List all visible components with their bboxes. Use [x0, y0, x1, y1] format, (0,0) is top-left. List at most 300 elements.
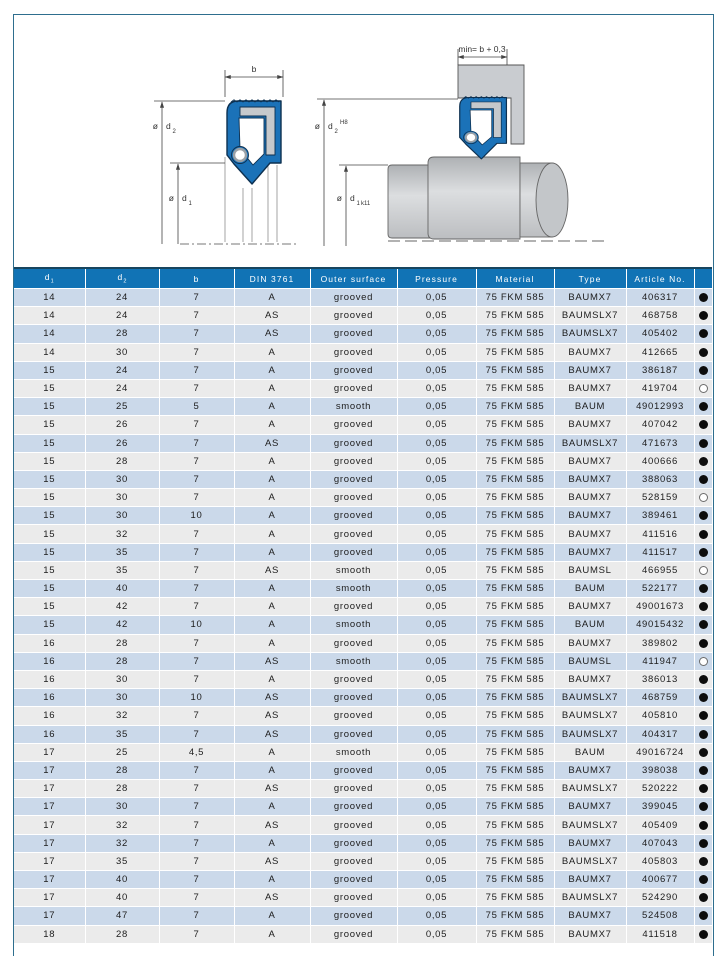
table-cell: 16 [14, 634, 85, 652]
table-cell: grooved [310, 289, 397, 307]
table-cell: 75 FKM 585 [476, 289, 554, 307]
table-cell: 406317 [626, 289, 694, 307]
table-cell: A [234, 289, 310, 307]
table-cell: 16 [14, 670, 85, 688]
table-cell: A [234, 470, 310, 488]
table-cell: BAUMSLX7 [554, 780, 626, 798]
availability-cell [694, 816, 712, 834]
table-cell: A [234, 670, 310, 688]
table-cell: 75 FKM 585 [476, 398, 554, 416]
seal-cross-section [227, 100, 281, 184]
table-cell: 35 [85, 852, 159, 870]
d2-letter: d [166, 121, 171, 131]
b-dimension-label: b [251, 64, 257, 74]
table-cell: BAUMX7 [554, 289, 626, 307]
table-cell: 16 [14, 707, 85, 725]
table-cell: 0,05 [397, 416, 476, 434]
availability-cell [694, 598, 712, 616]
table-cell: BAUMX7 [554, 361, 626, 379]
table-cell: grooved [310, 634, 397, 652]
table-row [14, 816, 712, 834]
table-cell: 17 [14, 798, 85, 816]
table-cell: 0,05 [397, 634, 476, 652]
table-cell: 30 [85, 670, 159, 688]
table-cell: 411517 [626, 543, 694, 561]
table-cell: 7 [159, 361, 234, 379]
table-cell: grooved [310, 343, 397, 361]
filled-dot-icon [699, 329, 708, 338]
dimension-d2 [154, 101, 225, 244]
table-cell: A [234, 598, 310, 616]
table-cell: 75 FKM 585 [476, 871, 554, 889]
filled-dot-icon [699, 402, 708, 411]
table-cell: grooved [310, 598, 397, 616]
availability-cell [694, 452, 712, 470]
table-cell: 0,05 [397, 307, 476, 325]
table-row [14, 761, 712, 779]
table-cell: 7 [159, 434, 234, 452]
table-cell: grooved [310, 889, 397, 907]
table-cell: 407042 [626, 416, 694, 434]
table-cell: 75 FKM 585 [476, 652, 554, 670]
table-cell: grooved [310, 507, 397, 525]
filled-dot-icon [699, 911, 708, 920]
table-cell: 17 [14, 871, 85, 889]
table-cell: 0,05 [397, 398, 476, 416]
table-cell: 0,05 [397, 707, 476, 725]
table-cell: BAUMX7 [554, 925, 626, 943]
table-cell: BAUMX7 [554, 634, 626, 652]
d1-diameter-symbol: ø [336, 193, 342, 203]
table-cell: grooved [310, 307, 397, 325]
table-cell: 30 [85, 470, 159, 488]
table-row [14, 780, 712, 798]
table-cell: AS [234, 707, 310, 725]
table-cell: 35 [85, 725, 159, 743]
availability-cell [694, 707, 712, 725]
table-cell: grooved [310, 670, 397, 688]
table-cell: 522177 [626, 580, 694, 598]
table-cell: BAUMX7 [554, 379, 626, 397]
table-cell: 0,05 [397, 452, 476, 470]
installation-diagram [315, 44, 604, 246]
table-row [14, 634, 712, 652]
table-cell: 75 FKM 585 [476, 580, 554, 598]
table-cell: A [234, 343, 310, 361]
table-cell: BAUMX7 [554, 798, 626, 816]
table-cell: 10 [159, 507, 234, 525]
column-header: DIN 3761 [234, 268, 310, 289]
table-cell: 32 [85, 707, 159, 725]
table-cell: 16 [14, 689, 85, 707]
table-cell: 75 FKM 585 [476, 616, 554, 634]
dimension-b [225, 70, 283, 97]
table-cell: AS [234, 852, 310, 870]
table-cell: 7 [159, 525, 234, 543]
table-cell: 0,05 [397, 434, 476, 452]
availability-cell [694, 325, 712, 343]
table-cell: 15 [14, 434, 85, 452]
availability-cell [694, 725, 712, 743]
table-cell: A [234, 743, 310, 761]
table-cell: 75 FKM 585 [476, 852, 554, 870]
availability-cell [694, 543, 712, 561]
filled-dot-icon [699, 875, 708, 884]
filled-dot-icon [699, 530, 708, 539]
open-dot-icon [699, 384, 709, 394]
table-cell: BAUMSLX7 [554, 852, 626, 870]
availability-cell [694, 889, 712, 907]
table-cell: 75 FKM 585 [476, 507, 554, 525]
table-cell: BAUMSLX7 [554, 725, 626, 743]
table-cell: BAUMSLX7 [554, 307, 626, 325]
filled-dot-icon [699, 348, 708, 357]
table-cell: 30 [85, 798, 159, 816]
open-dot-icon [699, 493, 709, 503]
table-cell: A [234, 525, 310, 543]
filled-dot-icon [699, 584, 708, 593]
table-cell: grooved [310, 452, 397, 470]
filled-dot-icon [699, 748, 708, 757]
table-cell: 28 [85, 452, 159, 470]
availability-cell [694, 689, 712, 707]
table-cell: grooved [310, 489, 397, 507]
table-cell: 7 [159, 307, 234, 325]
table-cell: BAUMSL [554, 561, 626, 579]
column-header: Article No. [626, 268, 694, 289]
table-cell: 17 [14, 834, 85, 852]
d2-tolerance: H8 [340, 120, 348, 126]
table-row [14, 289, 712, 307]
d2-letter: d [328, 121, 333, 131]
availability-cell [694, 307, 712, 325]
table-cell: 411516 [626, 525, 694, 543]
table-cell: grooved [310, 852, 397, 870]
table-cell: 407043 [626, 834, 694, 852]
table-cell: grooved [310, 725, 397, 743]
table-cell: 75 FKM 585 [476, 416, 554, 434]
table-cell: grooved [310, 525, 397, 543]
table-cell: AS [234, 561, 310, 579]
table-cell: BAUMX7 [554, 525, 626, 543]
table-cell: 0,05 [397, 616, 476, 634]
table-cell: 0,05 [397, 725, 476, 743]
table-cell: 32 [85, 816, 159, 834]
column-header: Type [554, 268, 626, 289]
table-cell: 0,05 [397, 580, 476, 598]
availability-cell [694, 652, 712, 670]
table-row [14, 543, 712, 561]
filled-dot-icon [699, 475, 708, 484]
table-cell: 7 [159, 816, 234, 834]
table-cell: 75 FKM 585 [476, 434, 554, 452]
table-cell: 0,05 [397, 689, 476, 707]
table-cell: BAUMX7 [554, 907, 626, 925]
table-cell: 30 [85, 507, 159, 525]
table-cell: 15 [14, 361, 85, 379]
table-cell: 28 [85, 325, 159, 343]
availability-cell [694, 416, 712, 434]
table-cell: A [234, 379, 310, 397]
min-width-label: min= b + 0,3 [458, 44, 506, 54]
filled-dot-icon [699, 821, 708, 830]
table-cell: smooth [310, 652, 397, 670]
table-cell: 75 FKM 585 [476, 452, 554, 470]
table-cell: 10 [159, 616, 234, 634]
table-cell: 28 [85, 634, 159, 652]
d1-subscript: 1 [188, 201, 192, 207]
table-cell: grooved [310, 761, 397, 779]
table-cell: 0,05 [397, 489, 476, 507]
table-cell: 75 FKM 585 [476, 761, 554, 779]
d2-subscript: 2 [172, 129, 176, 135]
table-row [14, 307, 712, 325]
table-cell: A [234, 416, 310, 434]
table-row [14, 325, 712, 343]
table-cell: 389802 [626, 634, 694, 652]
availability-cell [694, 634, 712, 652]
table-cell: 40 [85, 871, 159, 889]
table-cell: 75 FKM 585 [476, 634, 554, 652]
table-cell: 528159 [626, 489, 694, 507]
table-cell: 4,5 [159, 743, 234, 761]
table-cell: 17 [14, 907, 85, 925]
table-cell: 404317 [626, 725, 694, 743]
filled-dot-icon [699, 766, 708, 775]
table-cell: 40 [85, 580, 159, 598]
table-cell: 0,05 [397, 652, 476, 670]
table-cell: 49016724 [626, 743, 694, 761]
table-row [14, 689, 712, 707]
table-cell: 75 FKM 585 [476, 525, 554, 543]
table-cell: grooved [310, 816, 397, 834]
table-cell: BAUMX7 [554, 543, 626, 561]
filled-dot-icon [699, 784, 708, 793]
table-row [14, 470, 712, 488]
table-cell: 75 FKM 585 [476, 489, 554, 507]
availability-cell [694, 907, 712, 925]
filled-dot-icon [699, 930, 708, 939]
page-border [13, 14, 714, 956]
availability-cell [694, 852, 712, 870]
table-cell: 15 [14, 398, 85, 416]
seal-section-diagram [153, 64, 296, 244]
table-cell: 7 [159, 871, 234, 889]
filled-dot-icon [699, 693, 708, 702]
table-cell: 49001673 [626, 598, 694, 616]
availability-cell [694, 470, 712, 488]
table-cell: smooth [310, 580, 397, 598]
table-cell: A [234, 543, 310, 561]
table-cell: 7 [159, 834, 234, 852]
availability-cell [694, 379, 712, 397]
table-cell: 0,05 [397, 325, 476, 343]
d1-diameter-symbol: ø [168, 193, 174, 203]
table-cell: 411518 [626, 925, 694, 943]
table-cell: 18 [14, 925, 85, 943]
table-cell: AS [234, 816, 310, 834]
table-cell: BAUMSLX7 [554, 889, 626, 907]
table-row [14, 507, 712, 525]
table-cell: 7 [159, 670, 234, 688]
filled-dot-icon [699, 675, 708, 684]
table-cell: AS [234, 652, 310, 670]
table-cell: 7 [159, 925, 234, 943]
table-row [14, 616, 712, 634]
table-cell: A [234, 507, 310, 525]
table-cell: AS [234, 307, 310, 325]
table-cell: grooved [310, 925, 397, 943]
table-cell: 7 [159, 489, 234, 507]
table-cell: 0,05 [397, 525, 476, 543]
table-row [14, 834, 712, 852]
table-cell: 0,05 [397, 889, 476, 907]
table-cell: 24 [85, 289, 159, 307]
table-cell: BAUMX7 [554, 598, 626, 616]
availability-cell [694, 743, 712, 761]
filled-dot-icon [699, 639, 708, 648]
table-cell: 17 [14, 816, 85, 834]
table-row [14, 416, 712, 434]
table-cell: 0,05 [397, 543, 476, 561]
filled-dot-icon [699, 893, 708, 902]
table-cell: 405810 [626, 707, 694, 725]
filled-dot-icon [699, 730, 708, 739]
table-cell: 75 FKM 585 [476, 307, 554, 325]
table-cell: smooth [310, 561, 397, 579]
table-cell: 0,05 [397, 361, 476, 379]
table-cell: 75 FKM 585 [476, 743, 554, 761]
availability-cell [694, 398, 712, 416]
table-cell: 75 FKM 585 [476, 670, 554, 688]
table-cell: smooth [310, 743, 397, 761]
table-cell: 388063 [626, 470, 694, 488]
table-cell: BAUMSL [554, 652, 626, 670]
table-cell: 15 [14, 452, 85, 470]
table-cell: BAUMSLX7 [554, 325, 626, 343]
availability-cell [694, 361, 712, 379]
table-cell: 405402 [626, 325, 694, 343]
table-cell: grooved [310, 416, 397, 434]
table-cell: 7 [159, 325, 234, 343]
table-cell: 389461 [626, 507, 694, 525]
table-cell: 0,05 [397, 470, 476, 488]
table-cell: BAUMX7 [554, 834, 626, 852]
table-cell: BAUMX7 [554, 761, 626, 779]
table-cell: BAUMX7 [554, 507, 626, 525]
table-cell: BAUMX7 [554, 343, 626, 361]
table-cell: 30 [85, 489, 159, 507]
table-cell: 7 [159, 543, 234, 561]
table-cell: 400677 [626, 871, 694, 889]
table-cell: 28 [85, 925, 159, 943]
table-body [14, 289, 712, 944]
table-cell: BAUMX7 [554, 670, 626, 688]
table-cell: 7 [159, 852, 234, 870]
table-cell: 49015432 [626, 616, 694, 634]
table-cell: 0,05 [397, 925, 476, 943]
filled-dot-icon [699, 711, 708, 720]
table-cell: AS [234, 780, 310, 798]
table-cell: 0,05 [397, 798, 476, 816]
filled-dot-icon [699, 839, 708, 848]
d1-subscript: 1 [356, 201, 360, 207]
table-cell: 75 FKM 585 [476, 543, 554, 561]
table-cell: 7 [159, 343, 234, 361]
table-cell: 75 FKM 585 [476, 834, 554, 852]
availability-cell [694, 616, 712, 634]
availability-cell [694, 580, 712, 598]
table-cell: 14 [14, 325, 85, 343]
column-header: $d_2$ [85, 268, 159, 289]
table-cell: AS [234, 434, 310, 452]
column-header: b [159, 268, 234, 289]
table-row [14, 907, 712, 925]
table-cell: 7 [159, 761, 234, 779]
table-cell: 0,05 [397, 670, 476, 688]
table-cell: 42 [85, 616, 159, 634]
table-cell: 17 [14, 852, 85, 870]
table-cell: 15 [14, 470, 85, 488]
table-cell: 75 FKM 585 [476, 780, 554, 798]
table-cell: grooved [310, 707, 397, 725]
table-cell: 0,05 [397, 343, 476, 361]
table-cell: A [234, 361, 310, 379]
table-cell: A [234, 616, 310, 634]
availability-cell [694, 925, 712, 943]
table-cell: 7 [159, 652, 234, 670]
table-cell: 0,05 [397, 761, 476, 779]
dimension-d1 [170, 163, 225, 244]
table-cell: BAUMX7 [554, 489, 626, 507]
table-cell: 15 [14, 489, 85, 507]
table-row [14, 670, 712, 688]
table-row [14, 743, 712, 761]
table-cell: 468758 [626, 307, 694, 325]
table-cell: 28 [85, 780, 159, 798]
table-cell: 35 [85, 561, 159, 579]
availability-cell [694, 834, 712, 852]
table-cell: grooved [310, 470, 397, 488]
filled-dot-icon [699, 311, 708, 320]
table-cell: BAUMX7 [554, 470, 626, 488]
table-cell: grooved [310, 798, 397, 816]
table-cell: 386187 [626, 361, 694, 379]
table-row [14, 525, 712, 543]
table-cell: 75 FKM 585 [476, 689, 554, 707]
table-cell: 15 [14, 525, 85, 543]
table-cell: 49012993 [626, 398, 694, 416]
table-row [14, 343, 712, 361]
table-cell: 520222 [626, 780, 694, 798]
seal-cross-section-installed [460, 97, 507, 159]
table-cell: 17 [14, 761, 85, 779]
table-cell: 15 [14, 543, 85, 561]
table-cell: 0,05 [397, 907, 476, 925]
table-cell: 75 FKM 585 [476, 907, 554, 925]
table-cell: 25 [85, 743, 159, 761]
filled-dot-icon [699, 366, 708, 375]
table-cell: grooved [310, 361, 397, 379]
d1-letter: d [182, 193, 187, 203]
table-cell: A [234, 834, 310, 852]
table-cell: 0,05 [397, 871, 476, 889]
filled-dot-icon [699, 802, 708, 811]
availability-cell [694, 507, 712, 525]
table-row [14, 580, 712, 598]
table-cell: 7 [159, 561, 234, 579]
table-cell: 24 [85, 379, 159, 397]
